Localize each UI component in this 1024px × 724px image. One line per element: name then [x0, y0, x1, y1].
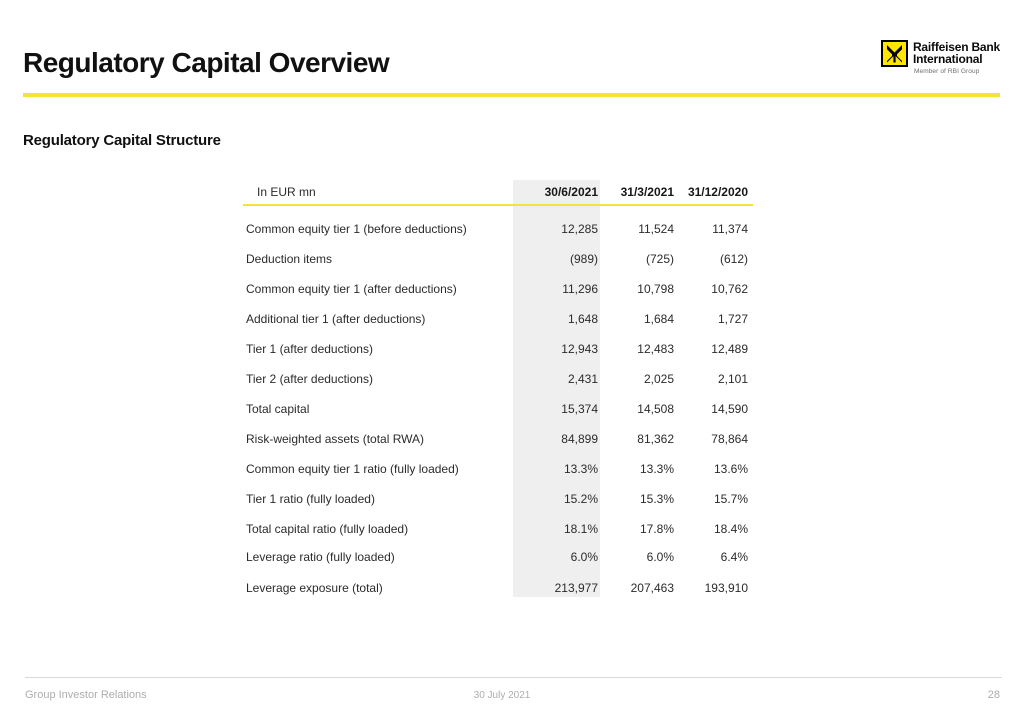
table-body — [243, 206, 753, 606]
row-value-current: 213,977 — [554, 581, 598, 595]
title-divider — [23, 93, 1000, 97]
row-value: 12,489 — [711, 342, 748, 356]
row-value: 6.0% — [646, 550, 674, 564]
row-value: 78,864 — [711, 432, 748, 446]
logo-name-line1: Raiffeisen Bank — [912, 40, 1000, 54]
row-value: 2,101 — [717, 372, 748, 386]
row-label: Deduction items — [246, 252, 333, 266]
row-value: 14,590 — [711, 402, 748, 416]
table-row — [243, 424, 753, 454]
row-label: Common equity tier 1 (before deductions) — [246, 222, 467, 236]
row-value-current: 84,899 — [561, 432, 598, 446]
row-value: 11,374 — [712, 222, 748, 236]
row-value: 10,762 — [711, 282, 748, 296]
unit-label: In EUR mn — [257, 185, 316, 199]
regulatory-capital-table — [243, 180, 753, 606]
row-label: Additional tier 1 (after deductions) — [246, 312, 426, 326]
footer-divider — [25, 677, 1002, 678]
table-row — [243, 484, 753, 514]
table-row — [243, 454, 753, 484]
row-value: 17.8% — [639, 522, 674, 536]
row-value: 15.7% — [713, 492, 748, 506]
logo-name-line2: International — [912, 52, 983, 66]
row-value: 18.4% — [713, 522, 748, 536]
row-label: Tier 1 ratio (fully loaded) — [246, 492, 375, 506]
row-value: 1,727 — [717, 312, 748, 326]
row-value-current: 6.0% — [570, 550, 598, 564]
row-value-current: 15,374 — [561, 402, 598, 416]
gable-cross-icon — [881, 40, 908, 67]
row-value: 2,025 — [643, 372, 674, 386]
row-label: Leverage exposure (total) — [246, 581, 383, 595]
table-row — [243, 394, 753, 424]
row-value: 11,524 — [638, 222, 674, 236]
row-value: (612) — [719, 252, 748, 266]
row-value-current: 12,285 — [561, 222, 598, 236]
column-header-prior-quarter: 31/3/2021 — [620, 185, 674, 199]
table-row — [243, 244, 753, 274]
row-label: Leverage ratio (fully loaded) — [246, 550, 395, 564]
row-label: Total capital — [246, 402, 310, 416]
table-row — [243, 334, 753, 364]
page-title: Regulatory Capital Overview — [23, 47, 390, 78]
section-title: Regulatory Capital Structure — [23, 132, 221, 149]
row-label: Common equity tier 1 (after deductions) — [246, 282, 457, 296]
table-row — [243, 274, 753, 304]
column-header-current: 30/6/2021 — [544, 185, 598, 199]
table-row — [243, 570, 753, 606]
row-value: 6.4% — [720, 550, 748, 564]
row-value-current: 12,943 — [561, 342, 598, 356]
row-label: Tier 2 (after deductions) — [246, 372, 373, 386]
row-value: 12,483 — [637, 342, 674, 356]
row-value-current: 2,431 — [567, 372, 598, 386]
row-value: 1,684 — [643, 312, 674, 326]
row-value-current: 11,296 — [562, 282, 598, 296]
logo-text — [913, 40, 1000, 75]
table-row — [243, 514, 753, 544]
table-row — [243, 214, 753, 244]
rbi-logo — [881, 40, 1000, 75]
footer-date: 30 July 2021 — [473, 690, 531, 701]
row-value: 13.6% — [713, 462, 748, 476]
row-label: Tier 1 (after deductions) — [246, 342, 373, 356]
row-value-current: 15.2% — [563, 492, 598, 506]
row-value: 81,362 — [637, 432, 674, 446]
row-value-current: (989) — [569, 252, 598, 266]
logo-tagline: Member of RBI Group — [913, 68, 980, 75]
row-label: Total capital ratio (fully loaded) — [246, 522, 409, 536]
row-value: (725) — [645, 252, 674, 266]
row-label: Common equity tier 1 ratio (fully loaded) — [246, 462, 459, 476]
footer-page-number: 28 — [987, 689, 1000, 701]
row-value: 193,910 — [704, 581, 748, 595]
table-row — [243, 364, 753, 394]
row-value-current: 18.1% — [563, 522, 598, 536]
row-value: 14,508 — [637, 402, 674, 416]
table-header-row — [243, 180, 753, 206]
row-value: 15.3% — [639, 492, 674, 506]
table-row — [243, 304, 753, 334]
row-value-current: 1,648 — [567, 312, 598, 326]
row-label: Risk-weighted assets (total RWA) — [246, 432, 425, 446]
footer-department: Group Investor Relations — [25, 689, 147, 701]
row-value: 10,798 — [637, 282, 674, 296]
row-value: 13.3% — [639, 462, 674, 476]
row-value: 207,463 — [630, 581, 674, 595]
table-row — [243, 544, 753, 570]
column-header-prior-year: 31/12/2020 — [687, 185, 748, 199]
row-value-current: 13.3% — [563, 462, 598, 476]
